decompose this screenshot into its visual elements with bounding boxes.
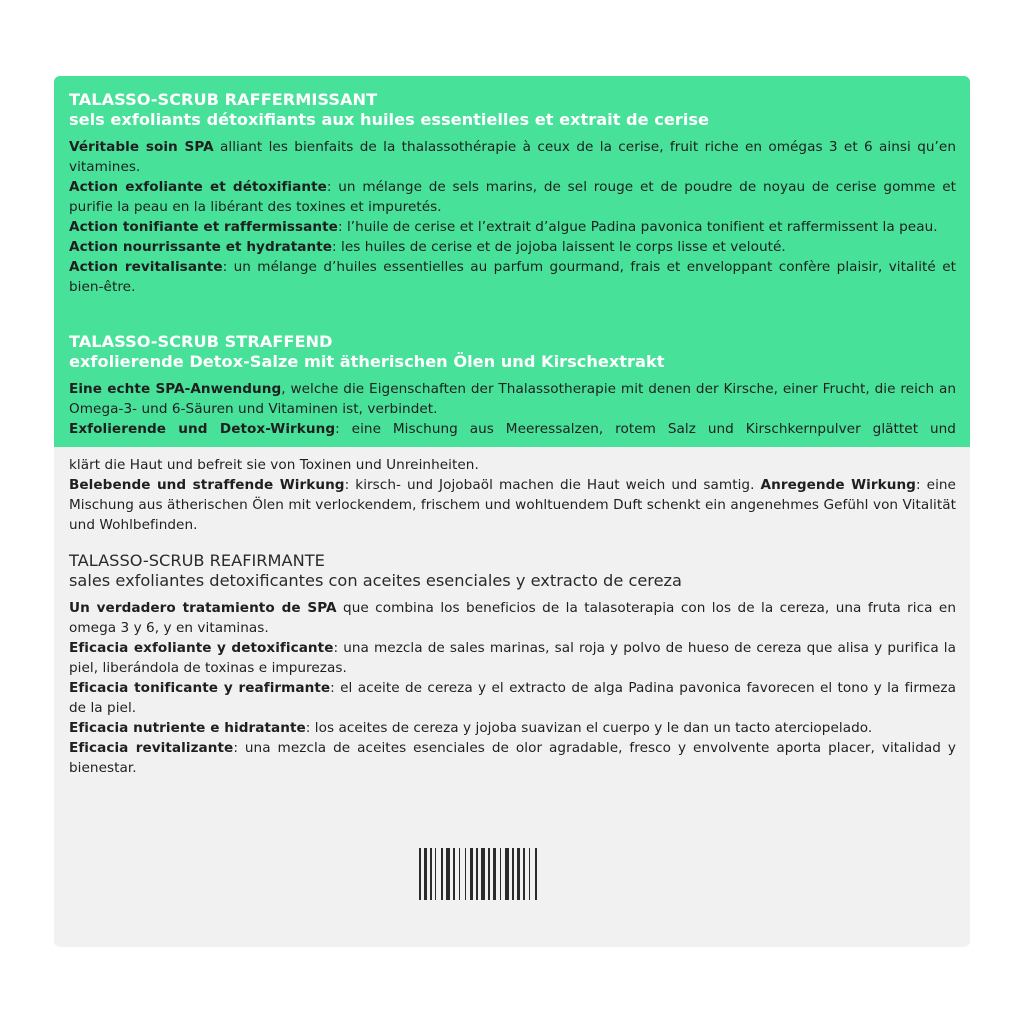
german-continuation (69, 455, 956, 535)
barcode-bar (512, 848, 514, 900)
barcode (419, 848, 585, 900)
german-paragraph-continued: klärt die Haut und befreit sie von Toxinen und Unreinheiten. (69, 457, 479, 473)
german-title: TALASSO-SCRUB STRAFFEND (69, 332, 333, 351)
german-paragraph: Eine echte SPA-Anwendung, welche die Eigenschaften der Thalassotherapie mit denen der Kirsche, einer Frucht, die reich an Omega-3- und 6-Säuren und Vitaminen ist, verbindet. (69, 381, 956, 417)
barcode-bar (505, 848, 509, 900)
french-title: TALASSO-SCRUB RAFFERMISSANT (69, 90, 378, 109)
section-french (69, 90, 956, 297)
spanish-paragraph: Eficacia revitalizante: una mezcla de aceites esenciales de olor agradable, fresco y envolvente aporta placer, vitalidad y bienestar. (69, 740, 956, 776)
french-subtitle: sels exfoliants détoxifiants aux huiles essentielles et extrait de cerise (69, 110, 709, 129)
french-paragraph: Action nourrissante et hydratante: les huiles de cerise et de jojoba laissent le corps lisse et velouté. (69, 239, 786, 255)
german-subtitle: exfolierende Detox-Salze mit ätherischen Ölen und Kirschextrakt (69, 352, 665, 371)
french-paragraph: Action tonifiante et raffermissante: l’huile de cerise et l’extrait d’algue Padina pavonica tonifient et raffermissent la peau. (69, 219, 938, 235)
barcode-bar (535, 848, 537, 900)
german-paragraph: Belebende und straffende Wirkung: kirsch- und Jojobaöl machen die Haut weich und samtig. Anregende Wirkung: eine Mischung aus ätherischen Ölen mit verlockendem, frischem und wohltuendem Duft schenkt ein angenehmes Gefühl von Vitalität und Wohlbefinden. (69, 477, 956, 533)
french-paragraph: Action revitalisante: un mélange d’huiles essentielles au parfum gourmand, frais et enveloppant confère plaisir, vitalité et bien-être. (69, 259, 956, 295)
barcode-bar (488, 848, 490, 900)
french-paragraph: Véritable soin SPA alliant les bienfaits de la thalassothérapie à ceux de la cerise, fruit riche en omégas 3 et 6 ainsi qu’en vitamines. (69, 139, 956, 175)
spanish-paragraph: Eficacia tonificante y reafirmante: el aceite de cereza y el extracto de alga Padina pavonica favorecen el tono y la firmeza de la piel. (69, 680, 956, 716)
barcode-bar (441, 848, 443, 900)
section-spanish (69, 551, 956, 778)
spanish-paragraph: Eficacia nutriente e hidratante: los aceites de cereza y jojoba suavizan el cuerpo y le dan un tacto aterciopelado. (69, 720, 873, 736)
barcode-bar (523, 848, 525, 900)
barcode-bar (517, 848, 520, 900)
package-back-panel (54, 76, 970, 947)
barcode-bar (470, 848, 473, 900)
french-paragraph: Action exfoliante et détoxifiante: un mélange de sels marins, de sel rouge et de poudre de noyau de cerise gomme et purifie la peau en la libérant des toxines et impuretés. (69, 179, 956, 215)
barcode-bar (481, 848, 485, 900)
spanish-title: TALASSO-SCRUB REAFIRMANTE (69, 551, 325, 570)
barcode-bar (500, 848, 501, 900)
german-paragraph: Exfolierende und Detox-Wirkung: eine Mischung aus Meeressalzen, rotem Salz und Kirschkernpulver glättet und (69, 421, 956, 437)
barcode-bar (459, 848, 460, 900)
barcode-bar (476, 848, 478, 900)
barcode-bar (435, 848, 436, 900)
barcode-bar (453, 848, 455, 900)
section-german (69, 332, 956, 439)
spanish-subtitle: sales exfoliantes detoxificantes con aceites esenciales y extracto de cereza (69, 571, 682, 590)
spanish-paragraph: Eficacia exfoliante y detoxificante: una mezcla de sales marinas, sal roja y polvo de hueso de cereza que alisa y purifica la piel, liberándola de toxinas e impurezas. (69, 640, 956, 676)
barcode-bar (430, 848, 432, 900)
barcode-bar (424, 848, 427, 900)
barcode-bar (446, 848, 450, 900)
barcode-bar (493, 848, 496, 900)
barcode-bar (465, 848, 466, 900)
barcode-bar (419, 848, 421, 900)
spanish-paragraph: Un verdadero tratamiento de SPA que combina los beneficios de la talasoterapia con los de la cereza, una fruta rica en omega 3 y 6, y en vitaminas. (69, 600, 956, 636)
barcode-bar (529, 848, 530, 900)
